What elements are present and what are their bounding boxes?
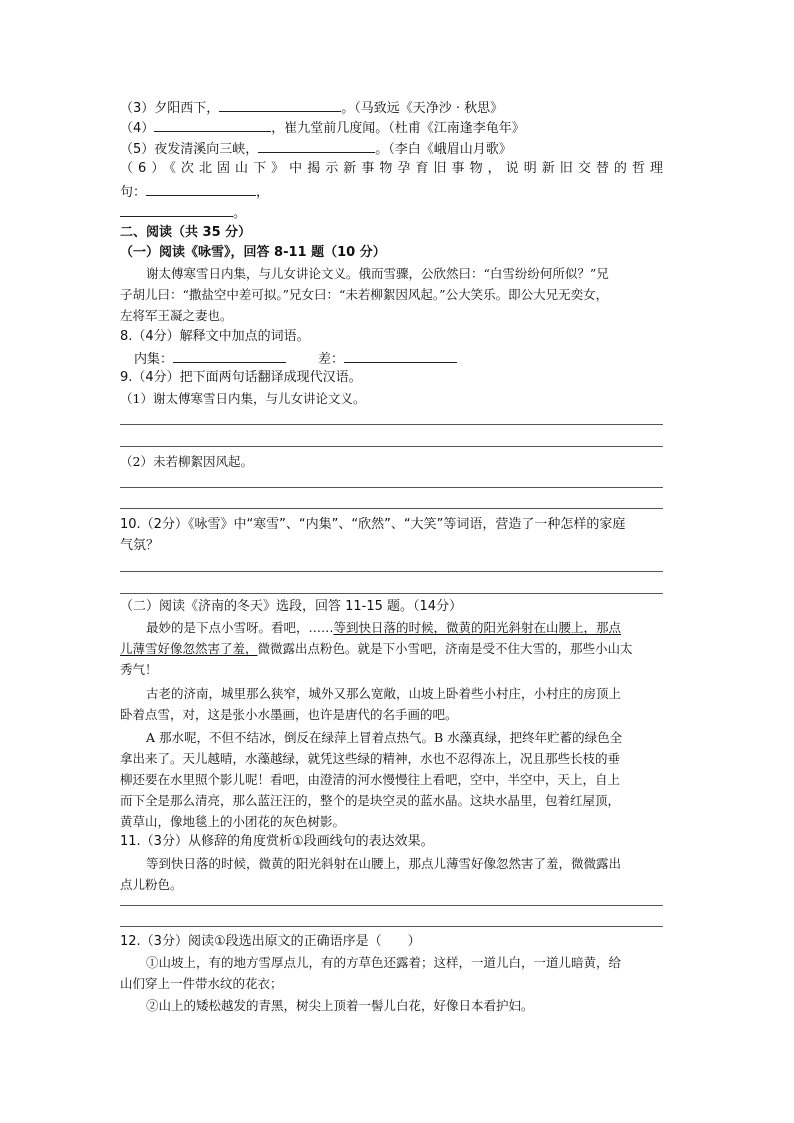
q5-line: （5）夜发清溪向三峡， 。（李白《峨眉山月歌》 [120,142,512,157]
yongxue-passage-line1: 谢太傅寒雪日内集，与儿女讲论文义。俄而雪骤，公欣然曰：“白雪纷纷何所似？”兄 [146,266,609,281]
q6-line3: 。 [120,204,246,222]
section2-heading: 二、阅读（共 35 分） [120,225,252,240]
q12-option1-line2: 山们穿上一件带水纹的花衣； [120,976,283,991]
jinan-p2-line2: 卧着点雪，对，这是张小水墨画，也许是唐代的名手画的吧。 [120,707,458,722]
q12-stem: 12.（3分）阅读①段选出原文的正确语序是（ ） [120,934,421,949]
q9-sentence2: （2）未若柳絮因风起。 [120,454,253,469]
q9-answer-line-1[interactable] [120,424,663,425]
q11-stem: 11.（3分）从修辞的角度赏析①段画线句的表达效果。 [120,834,434,849]
underlined-sentence: 等到快日落的时候，微黄的阳光斜射在山腰上，那点 [333,620,622,635]
q10-answer-line-2[interactable] [120,593,663,594]
jinan-p3-line2: 拿出来了。天儿越晴，水藻越绿，就凭这些绿的精神，水也不忍得冻上，况且那些长枝的垂 [120,751,621,766]
q9-answer-line-3[interactable] [120,487,663,488]
q8-answers: 内集： 差： [134,350,457,368]
jinan-p1-line1: 最妙的是下点小雪呀。看吧，……等到快日落的时候，微黄的阳光斜射在山腰上，那点 [146,620,622,635]
q6-blank-1[interactable] [146,183,256,196]
q5-blank[interactable] [258,140,375,153]
jinan-p3-line3: 柳还要在水里照个影儿呢！看吧，由澄清的河水慢慢往上看吧，空中，半空中，天上，自上 [120,772,621,787]
jinan-p2-line1: 古老的济南，城里那么狭窄，城外又那么宽敞，山坡上卧着些小村庄，小村庄的房顶上 [146,686,622,701]
q8-blank-neiji[interactable] [173,350,286,363]
q10-line2: 气氛？ [120,538,160,553]
q8-blank-cha[interactable] [344,350,457,363]
q9-answer-line-2[interactable] [120,446,663,447]
q6-line2: 句： ， [120,185,270,200]
q4-line: （4） ，崔九堂前几度闻。（杜甫《江南逢李龟年》 [120,121,525,136]
jinan-p1-line3: 秀气！ [120,662,158,677]
jinan-p3-line4: 而下全是那么清亮，那么蓝汪汪的，整个的是块空灵的蓝水晶。这块水晶里，包着红屋顶， [120,793,621,808]
yongxue-passage-line2: 子胡儿曰：“撒盐空中差可拟。”兄女曰：“未若柳絮因风起。”公大笑乐。即公大兄无奕女， [120,287,609,302]
yongxue-passage-line3: 左将军王凝之妻也。 [120,308,233,323]
q8-stem: 8.（4分）解释文中加点的词语。 [120,329,310,344]
q6-blank-2[interactable] [120,204,233,217]
part1-heading: （一）阅读《咏雪》，回答 8-11 题（10 分） [120,245,386,260]
q9-stem: 9.（4分）把下面两句话翻译成现代汉语。 [120,370,362,385]
q11-quote-line1: 等到快日落的时候，微黄的阳光斜射在山腰上，那点儿薄雪好像忽然害了羞，微微露出 [146,856,622,871]
q9-answer-line-4[interactable] [120,508,663,509]
jinan-p1-line2: 儿薄雪好像忽然害了羞，微微露出点粉色。就是下小雪吧，济南是受不住大雪的，那些小山太 [120,641,633,656]
q11-answer-line-2[interactable] [120,926,663,927]
q11-answer-line-1[interactable] [120,905,663,906]
q9-sentence1: （1）谢太傅寒雪日内集，与儿女讲论文义。 [120,391,366,406]
q10-line1: 10.（2分）《咏雪》中“寒雪”、“内集”、“欣然”、“大笑”等词语，营造了一种怎样的家庭 [120,517,626,532]
q3-line: （3）夕阳西下， 。（马致远《天净沙 · 秋思》 [120,101,504,116]
part2-heading: （二）阅读《济南的冬天》选段，回答 11-15 题。（14分） [120,599,463,614]
q11-quote-line2: 点儿粉色。 [120,877,183,892]
jinan-p3-line5: 黄草山，像地毯上的小团花的灰色树影。 [120,814,346,829]
underlined-sentence-cont: 儿薄雪好像忽然害了羞， [120,641,258,656]
q12-option1-line1: ①山坡上，有的地方雪厚点儿，有的方草色还露着；这样，一道儿白，一道儿暗黄，给 [146,955,622,970]
jinan-p3-line1: A 那水呢，不但不结冰，倒反在绿萍上冒着点热气。B 水藻真绿，把终年贮蓄的绿色全 [146,730,623,745]
q3-blank[interactable] [219,99,341,112]
q6-line1: （6）《次北固山下》中揭示新事物孕育旧事物，说明新旧交替的哲理 [120,161,663,176]
q10-answer-line-1[interactable] [120,571,663,572]
q4-blank[interactable] [154,119,271,132]
q12-option2: ②山上的矮松越发的青黑，树尖上顶着一髻儿白花，好像日本看护妇。 [146,998,534,1013]
